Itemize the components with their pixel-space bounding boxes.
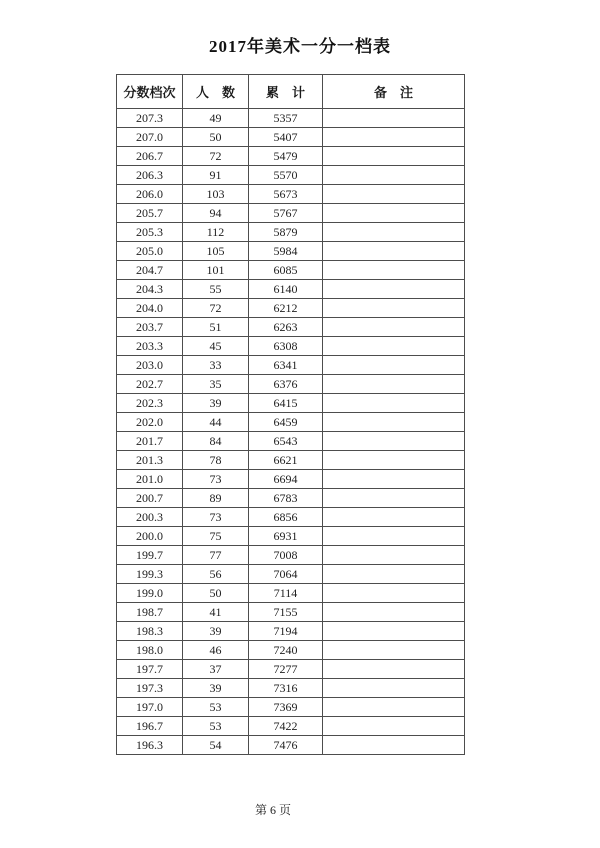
cell-remark xyxy=(323,185,465,204)
cell-cumulative: 6341 xyxy=(249,356,323,375)
table-row xyxy=(117,223,465,242)
cell-score-level: 202.7 xyxy=(117,375,183,394)
cell-cumulative: 5984 xyxy=(249,242,323,261)
cell-count: 39 xyxy=(183,394,249,413)
cell-remark xyxy=(323,242,465,261)
cell-count: 50 xyxy=(183,584,249,603)
cell-count: 46 xyxy=(183,641,249,660)
table-row xyxy=(117,413,465,432)
cell-remark xyxy=(323,394,465,413)
cell-remark xyxy=(323,698,465,717)
header-cumulative: 累 计 xyxy=(249,75,323,109)
table-row xyxy=(117,565,465,584)
cell-cumulative: 6459 xyxy=(249,413,323,432)
cell-remark xyxy=(323,413,465,432)
cell-cumulative: 5407 xyxy=(249,128,323,147)
cell-count: 45 xyxy=(183,337,249,356)
cell-score-level: 206.0 xyxy=(117,185,183,204)
table-row xyxy=(117,356,465,375)
cell-score-level: 207.3 xyxy=(117,109,183,128)
cell-score-level: 201.7 xyxy=(117,432,183,451)
cell-cumulative: 6308 xyxy=(249,337,323,356)
cell-score-level: 204.7 xyxy=(117,261,183,280)
cell-cumulative: 6376 xyxy=(249,375,323,394)
cell-remark xyxy=(323,736,465,755)
cell-score-level: 204.0 xyxy=(117,299,183,318)
cell-cumulative: 6783 xyxy=(249,489,323,508)
cell-score-level: 202.0 xyxy=(117,413,183,432)
table-row xyxy=(117,109,465,128)
cell-count: 103 xyxy=(183,185,249,204)
table-row xyxy=(117,470,465,489)
cell-count: 55 xyxy=(183,280,249,299)
table-row xyxy=(117,584,465,603)
cell-remark xyxy=(323,603,465,622)
cell-remark xyxy=(323,147,465,166)
cell-score-level: 200.0 xyxy=(117,527,183,546)
cell-score-level: 207.0 xyxy=(117,128,183,147)
cell-cumulative: 5479 xyxy=(249,147,323,166)
cell-score-level: 206.7 xyxy=(117,147,183,166)
cell-cumulative: 6543 xyxy=(249,432,323,451)
cell-score-level: 200.3 xyxy=(117,508,183,527)
cell-count: 75 xyxy=(183,527,249,546)
cell-count: 89 xyxy=(183,489,249,508)
table-row xyxy=(117,375,465,394)
cell-score-level: 197.3 xyxy=(117,679,183,698)
cell-score-level: 197.0 xyxy=(117,698,183,717)
table-row xyxy=(117,337,465,356)
cell-score-level: 199.3 xyxy=(117,565,183,584)
cell-cumulative: 5357 xyxy=(249,109,323,128)
cell-remark xyxy=(323,717,465,736)
cell-cumulative: 6415 xyxy=(249,394,323,413)
cell-remark xyxy=(323,261,465,280)
cell-score-level: 205.3 xyxy=(117,223,183,242)
table-row xyxy=(117,622,465,641)
page-number: 第 6 页 xyxy=(254,803,291,817)
cell-remark xyxy=(323,679,465,698)
cell-remark xyxy=(323,546,465,565)
cell-count: 73 xyxy=(183,508,249,527)
table-header-row xyxy=(117,75,465,109)
table-body xyxy=(117,109,465,755)
cell-score-level: 201.3 xyxy=(117,451,183,470)
table-row xyxy=(117,527,465,546)
cell-count: 33 xyxy=(183,356,249,375)
cell-cumulative: 6694 xyxy=(249,470,323,489)
table-row xyxy=(117,717,465,736)
cell-remark xyxy=(323,489,465,508)
cell-remark xyxy=(323,432,465,451)
cell-score-level: 204.3 xyxy=(117,280,183,299)
cell-remark xyxy=(323,128,465,147)
header-count: 人 数 xyxy=(183,75,249,109)
table-row xyxy=(117,166,465,185)
cell-cumulative: 7064 xyxy=(249,565,323,584)
cell-score-level: 205.0 xyxy=(117,242,183,261)
page-title: 2017年美术一分一档表 xyxy=(209,37,391,56)
cell-cumulative: 7316 xyxy=(249,679,323,698)
table-row xyxy=(117,698,465,717)
table-row xyxy=(117,451,465,470)
cell-count: 44 xyxy=(183,413,249,432)
cell-count: 39 xyxy=(183,679,249,698)
header-remark: 备 注 xyxy=(323,75,465,109)
cell-count: 94 xyxy=(183,204,249,223)
cell-count: 41 xyxy=(183,603,249,622)
cell-score-level: 198.7 xyxy=(117,603,183,622)
cell-cumulative: 6856 xyxy=(249,508,323,527)
table-header xyxy=(117,75,465,109)
cell-remark xyxy=(323,337,465,356)
cell-remark xyxy=(323,451,465,470)
table-row xyxy=(117,261,465,280)
cell-count: 56 xyxy=(183,565,249,584)
cell-score-level: 196.3 xyxy=(117,736,183,755)
cell-count: 39 xyxy=(183,622,249,641)
cell-cumulative: 6085 xyxy=(249,261,323,280)
cell-cumulative: 7422 xyxy=(249,717,323,736)
cell-count: 50 xyxy=(183,128,249,147)
cell-remark xyxy=(323,166,465,185)
cell-cumulative: 7277 xyxy=(249,660,323,679)
score-table xyxy=(116,74,465,755)
table-row xyxy=(117,299,465,318)
cell-remark xyxy=(323,375,465,394)
table-row xyxy=(117,394,465,413)
cell-count: 51 xyxy=(183,318,249,337)
table-row xyxy=(117,242,465,261)
table-row xyxy=(117,280,465,299)
cell-remark xyxy=(323,622,465,641)
cell-score-level: 196.7 xyxy=(117,717,183,736)
table-row xyxy=(117,318,465,337)
cell-cumulative: 5767 xyxy=(249,204,323,223)
cell-score-level: 203.7 xyxy=(117,318,183,337)
cell-cumulative: 7240 xyxy=(249,641,323,660)
cell-cumulative: 7194 xyxy=(249,622,323,641)
cell-remark xyxy=(323,660,465,679)
cell-score-level: 205.7 xyxy=(117,204,183,223)
cell-cumulative: 6140 xyxy=(249,280,323,299)
cell-count: 105 xyxy=(183,242,249,261)
cell-remark xyxy=(323,641,465,660)
cell-remark xyxy=(323,527,465,546)
cell-cumulative: 6621 xyxy=(249,451,323,470)
cell-remark xyxy=(323,204,465,223)
cell-score-level: 199.7 xyxy=(117,546,183,565)
cell-count: 101 xyxy=(183,261,249,280)
cell-count: 37 xyxy=(183,660,249,679)
cell-count: 53 xyxy=(183,717,249,736)
cell-score-level: 197.7 xyxy=(117,660,183,679)
cell-score-level: 203.0 xyxy=(117,356,183,375)
cell-count: 53 xyxy=(183,698,249,717)
cell-remark xyxy=(323,280,465,299)
cell-cumulative: 7369 xyxy=(249,698,323,717)
cell-count: 49 xyxy=(183,109,249,128)
table-row xyxy=(117,546,465,565)
cell-score-level: 201.0 xyxy=(117,470,183,489)
cell-score-level: 198.0 xyxy=(117,641,183,660)
table-row xyxy=(117,603,465,622)
cell-remark xyxy=(323,318,465,337)
cell-remark xyxy=(323,356,465,375)
cell-count: 35 xyxy=(183,375,249,394)
cell-remark xyxy=(323,299,465,318)
cell-cumulative: 7476 xyxy=(249,736,323,755)
cell-count: 77 xyxy=(183,546,249,565)
table-row xyxy=(117,128,465,147)
table-row xyxy=(117,660,465,679)
cell-cumulative: 6263 xyxy=(249,318,323,337)
cell-score-level: 198.3 xyxy=(117,622,183,641)
cell-count: 84 xyxy=(183,432,249,451)
cell-cumulative: 6931 xyxy=(249,527,323,546)
cell-cumulative: 5879 xyxy=(249,223,323,242)
cell-cumulative: 7114 xyxy=(249,584,323,603)
cell-remark xyxy=(323,508,465,527)
table-row xyxy=(117,432,465,451)
table-row xyxy=(117,185,465,204)
cell-count: 72 xyxy=(183,147,249,166)
cell-score-level: 200.7 xyxy=(117,489,183,508)
table-row xyxy=(117,489,465,508)
header-score-level: 分数档次 xyxy=(117,75,183,109)
cell-score-level: 199.0 xyxy=(117,584,183,603)
cell-remark xyxy=(323,584,465,603)
cell-score-level: 206.3 xyxy=(117,166,183,185)
cell-cumulative: 6212 xyxy=(249,299,323,318)
cell-count: 54 xyxy=(183,736,249,755)
cell-remark xyxy=(323,470,465,489)
cell-count: 73 xyxy=(183,470,249,489)
table-row xyxy=(117,679,465,698)
table-row xyxy=(117,147,465,166)
cell-count: 72 xyxy=(183,299,249,318)
cell-cumulative: 7155 xyxy=(249,603,323,622)
cell-remark xyxy=(323,223,465,242)
cell-score-level: 202.3 xyxy=(117,394,183,413)
cell-count: 91 xyxy=(183,166,249,185)
table-row xyxy=(117,641,465,660)
cell-cumulative: 7008 xyxy=(249,546,323,565)
cell-cumulative: 5570 xyxy=(249,166,323,185)
table-row xyxy=(117,204,465,223)
cell-count: 78 xyxy=(183,451,249,470)
cell-score-level: 203.3 xyxy=(117,337,183,356)
cell-remark xyxy=(323,109,465,128)
table-row xyxy=(117,736,465,755)
cell-cumulative: 5673 xyxy=(249,185,323,204)
table-row xyxy=(117,508,465,527)
cell-remark xyxy=(323,565,465,584)
cell-count: 112 xyxy=(183,223,249,242)
